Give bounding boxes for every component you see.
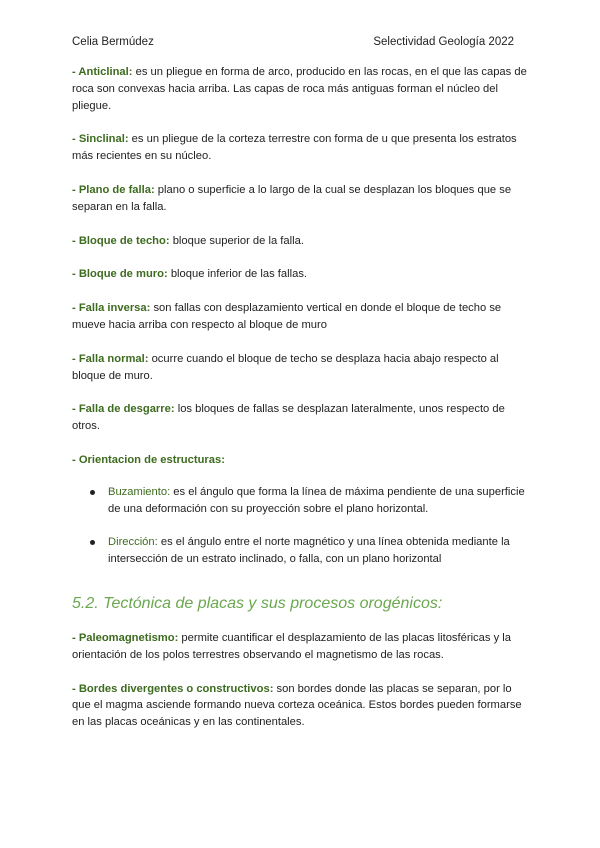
page-content (72, 64, 528, 748)
bullet-text: es el ángulo que forma la línea de máxima pendiente de una superficie de una deformación con su proyección sobre el plano horizontal. (108, 485, 525, 515)
entry-term: - Plano de falla: (72, 183, 155, 196)
entry-falla-de-desgarre (72, 401, 528, 435)
entry-anticlinal (72, 64, 528, 114)
entry-falla-inversa (72, 300, 528, 334)
entry-orientacion (72, 452, 528, 469)
entry-text: son fallas con desplazamiento vertical en donde el bloque de techo se mueve hacia arriba con respecto al bloque de muro (72, 302, 502, 331)
orientation-bullet-list (72, 484, 528, 568)
entry-paleomagnetismo (72, 630, 528, 664)
entry-text: bloque inferior de las fallas. (167, 268, 308, 281)
entry-term: - Orientacion de estructuras: (72, 453, 225, 466)
entry-text: son bordes donde las placas se separan, por lo que el magma asciende formando nueva corteza oceánica. Estos bordes pueden formarse en las placas oceánicas y en las continentales. (72, 682, 522, 729)
entry-text: ocurre cuando el bloque de techo se desplaza hacia abajo respecto al bloque de muro. (72, 352, 499, 382)
bullet-dot-icon (90, 540, 95, 545)
entry-term: - Falla inversa: (72, 302, 151, 315)
header-author: Celia Bermúdez (72, 36, 154, 48)
entry-plano-de-falla (72, 182, 528, 216)
bullet-direccion (90, 534, 528, 568)
entry-bloque-de-muro (72, 266, 528, 283)
entry-text: plano o superficie a lo largo de la cual se desplazan los bloques que se separan en la falla. (72, 183, 512, 213)
bullet-buzamiento (90, 484, 528, 518)
header-course: Selectividad Geología 2022 (373, 36, 514, 48)
entry-term: - Bordes divergentes o constructivos: (72, 682, 274, 695)
entry-term: - Paleomagnetismo: (72, 631, 179, 644)
bullet-text: es el ángulo entre el norte magnético y una línea obtenida mediante la intersección de un estrato inclinado, o falla, con un plano horizontal (108, 536, 510, 566)
entry-text: es un pliegue en forma de arco, producido en las rocas, en el que las capas de roca son convexas hacia arriba. Las capas de roca más antiguas forman el núcleo del pliegue. (72, 66, 527, 112)
entry-text: los bloques de fallas se desplazan lateralmente, unos respecto de otros. (72, 403, 505, 433)
bullet-dot-icon (90, 490, 95, 495)
entry-text: es un pliegue de la corteza terrestre con forma de u que presenta los estratos más recientes en su núcleo. (72, 133, 517, 163)
entry-term: - Anticlinal: (72, 66, 133, 78)
entry-term: - Bloque de techo: (72, 234, 170, 247)
entry-text: permite cuantificar el desplazamiento de las placas litosféricas y la orientación de los polos terrestres observando el magnetismo de las rocas. (72, 631, 511, 661)
entry-bloque-de-techo (72, 233, 528, 250)
entry-falla-normal (72, 351, 528, 385)
entry-text: bloque superior de la falla. (169, 234, 304, 247)
section-title: 5.2. Tectónica de placas y sus procesos orogénicos: (72, 594, 443, 612)
entry-term: - Falla normal: (72, 352, 149, 365)
page-header (72, 36, 514, 48)
entry-bordes-divergentes (72, 681, 528, 731)
bullet-term: Dirección: (108, 536, 158, 549)
entry-term: - Sinclinal: (72, 133, 129, 146)
bullet-term: Buzamiento: (108, 485, 171, 498)
entry-sinclinal (72, 131, 528, 165)
entry-term: - Falla de desgarre: (72, 403, 175, 416)
entry-term: - Bloque de muro: (72, 268, 168, 281)
